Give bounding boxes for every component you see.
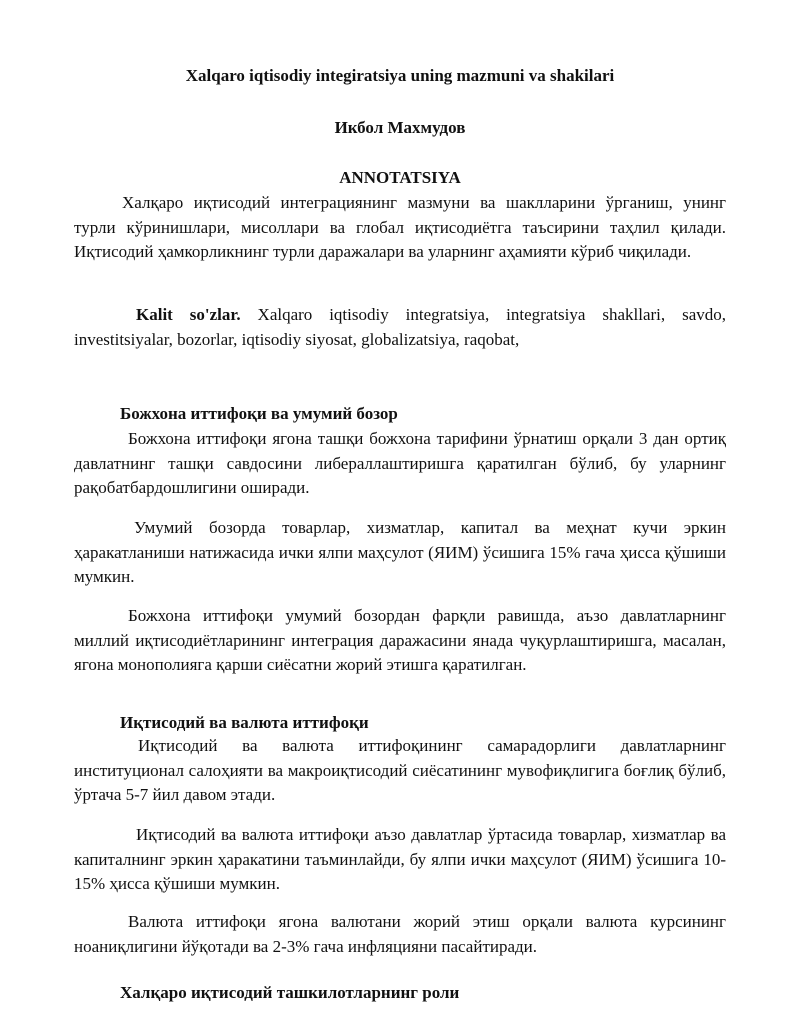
author-name: Икбол Махмудов <box>334 118 466 137</box>
paper-title: Xalqaro iqtisodiy integiratsiya uning mazmuni va shakilari <box>185 66 615 85</box>
keywords-text: Xalqaro iqtisodiy integratsiya, integratsiya shakllari, savdo, investitsiyalar, bozorlar, iqtisodiy siyosat, globalizatsiya, raqobat, <box>74 305 726 349</box>
keywords-paragraph <box>74 303 726 352</box>
abstract-paragraph: Халқаро иқтисодий интеграциянинг мазмуни ва шаклларини ўрганиш, унинг турли кўринишлари, мисоллари ва глобал иқтисодиётга таъсирини таҳлил қилади. Иқтисодий ҳамкорликнинг турли даражалари ва уларнинг аҳамияти кўриб чиқилади. <box>74 193 726 261</box>
section-paragraph: Умумий бозорда товарлар, хизматлар, капитал ва меҳнат кучи эркин ҳаракатланиши натижасида ички ялпи маҳсулот (ЯИМ) ўсишига 15% гача ҳисса қўшиши мумкин. <box>74 518 726 586</box>
keywords-label: Kalit so'zlar. <box>136 305 241 324</box>
abstract-heading: ANNOTATSIYA <box>339 168 461 187</box>
section-heading-economic-monetary-union: Иқтисодий ва валюта иттифоқи <box>120 713 369 732</box>
section-paragraph: Божхона иттифоқи ягона ташқи божхона тарифини ўрнатиш орқали 3 дан ортиқ давлатнинг ташқи савдосини либераллаштиришга қаратилган бўлиб, бу уларнинг рақобатбардошлигини оширади. <box>74 429 726 497</box>
section-heading-customs-union: Божхона иттифоқи ва умумий бозор <box>120 404 398 423</box>
section-paragraph: Иқтисодий ва валюта иттифоқининг самарадорлиги давлатларнинг институционал салоҳияти ва макроиқтисодий сиёсатининг мувофиқлигига боғлиқ бўлиб, ўртача 5-7 йил давом этади. <box>74 736 726 804</box>
section-heading-international-organizations: Халқаро иқтисодий ташкилотларнинг роли <box>120 983 460 1002</box>
section-paragraph: Иқтисодий ва валюта иттифоқи аъзо давлатлар ўртасида товарлар, хизматлар ва капиталнинг эркин ҳаракатини таъминлайди, бу ялпи ички маҳсулот (ЯИМ) ўсишига 10-15% ҳисса қўшиши мумкин. <box>74 825 726 893</box>
section-paragraph: Валюта иттифоқи ягона валютани жорий этиш орқали валюта курсининг ноаниқлигини йўқотади ва 2-3% гача инфляцияни пасайтиради. <box>74 912 726 956</box>
section-paragraph: Божхона иттифоқи умумий бозордан фарқли равишда, аъзо давлатларнинг миллий иқтисодиётларининг интеграция даражасини янада чуқурлаштиришга, масалан, ягона монополияга қарши сиёсатни жорий этишга қаратилган. <box>74 606 726 674</box>
